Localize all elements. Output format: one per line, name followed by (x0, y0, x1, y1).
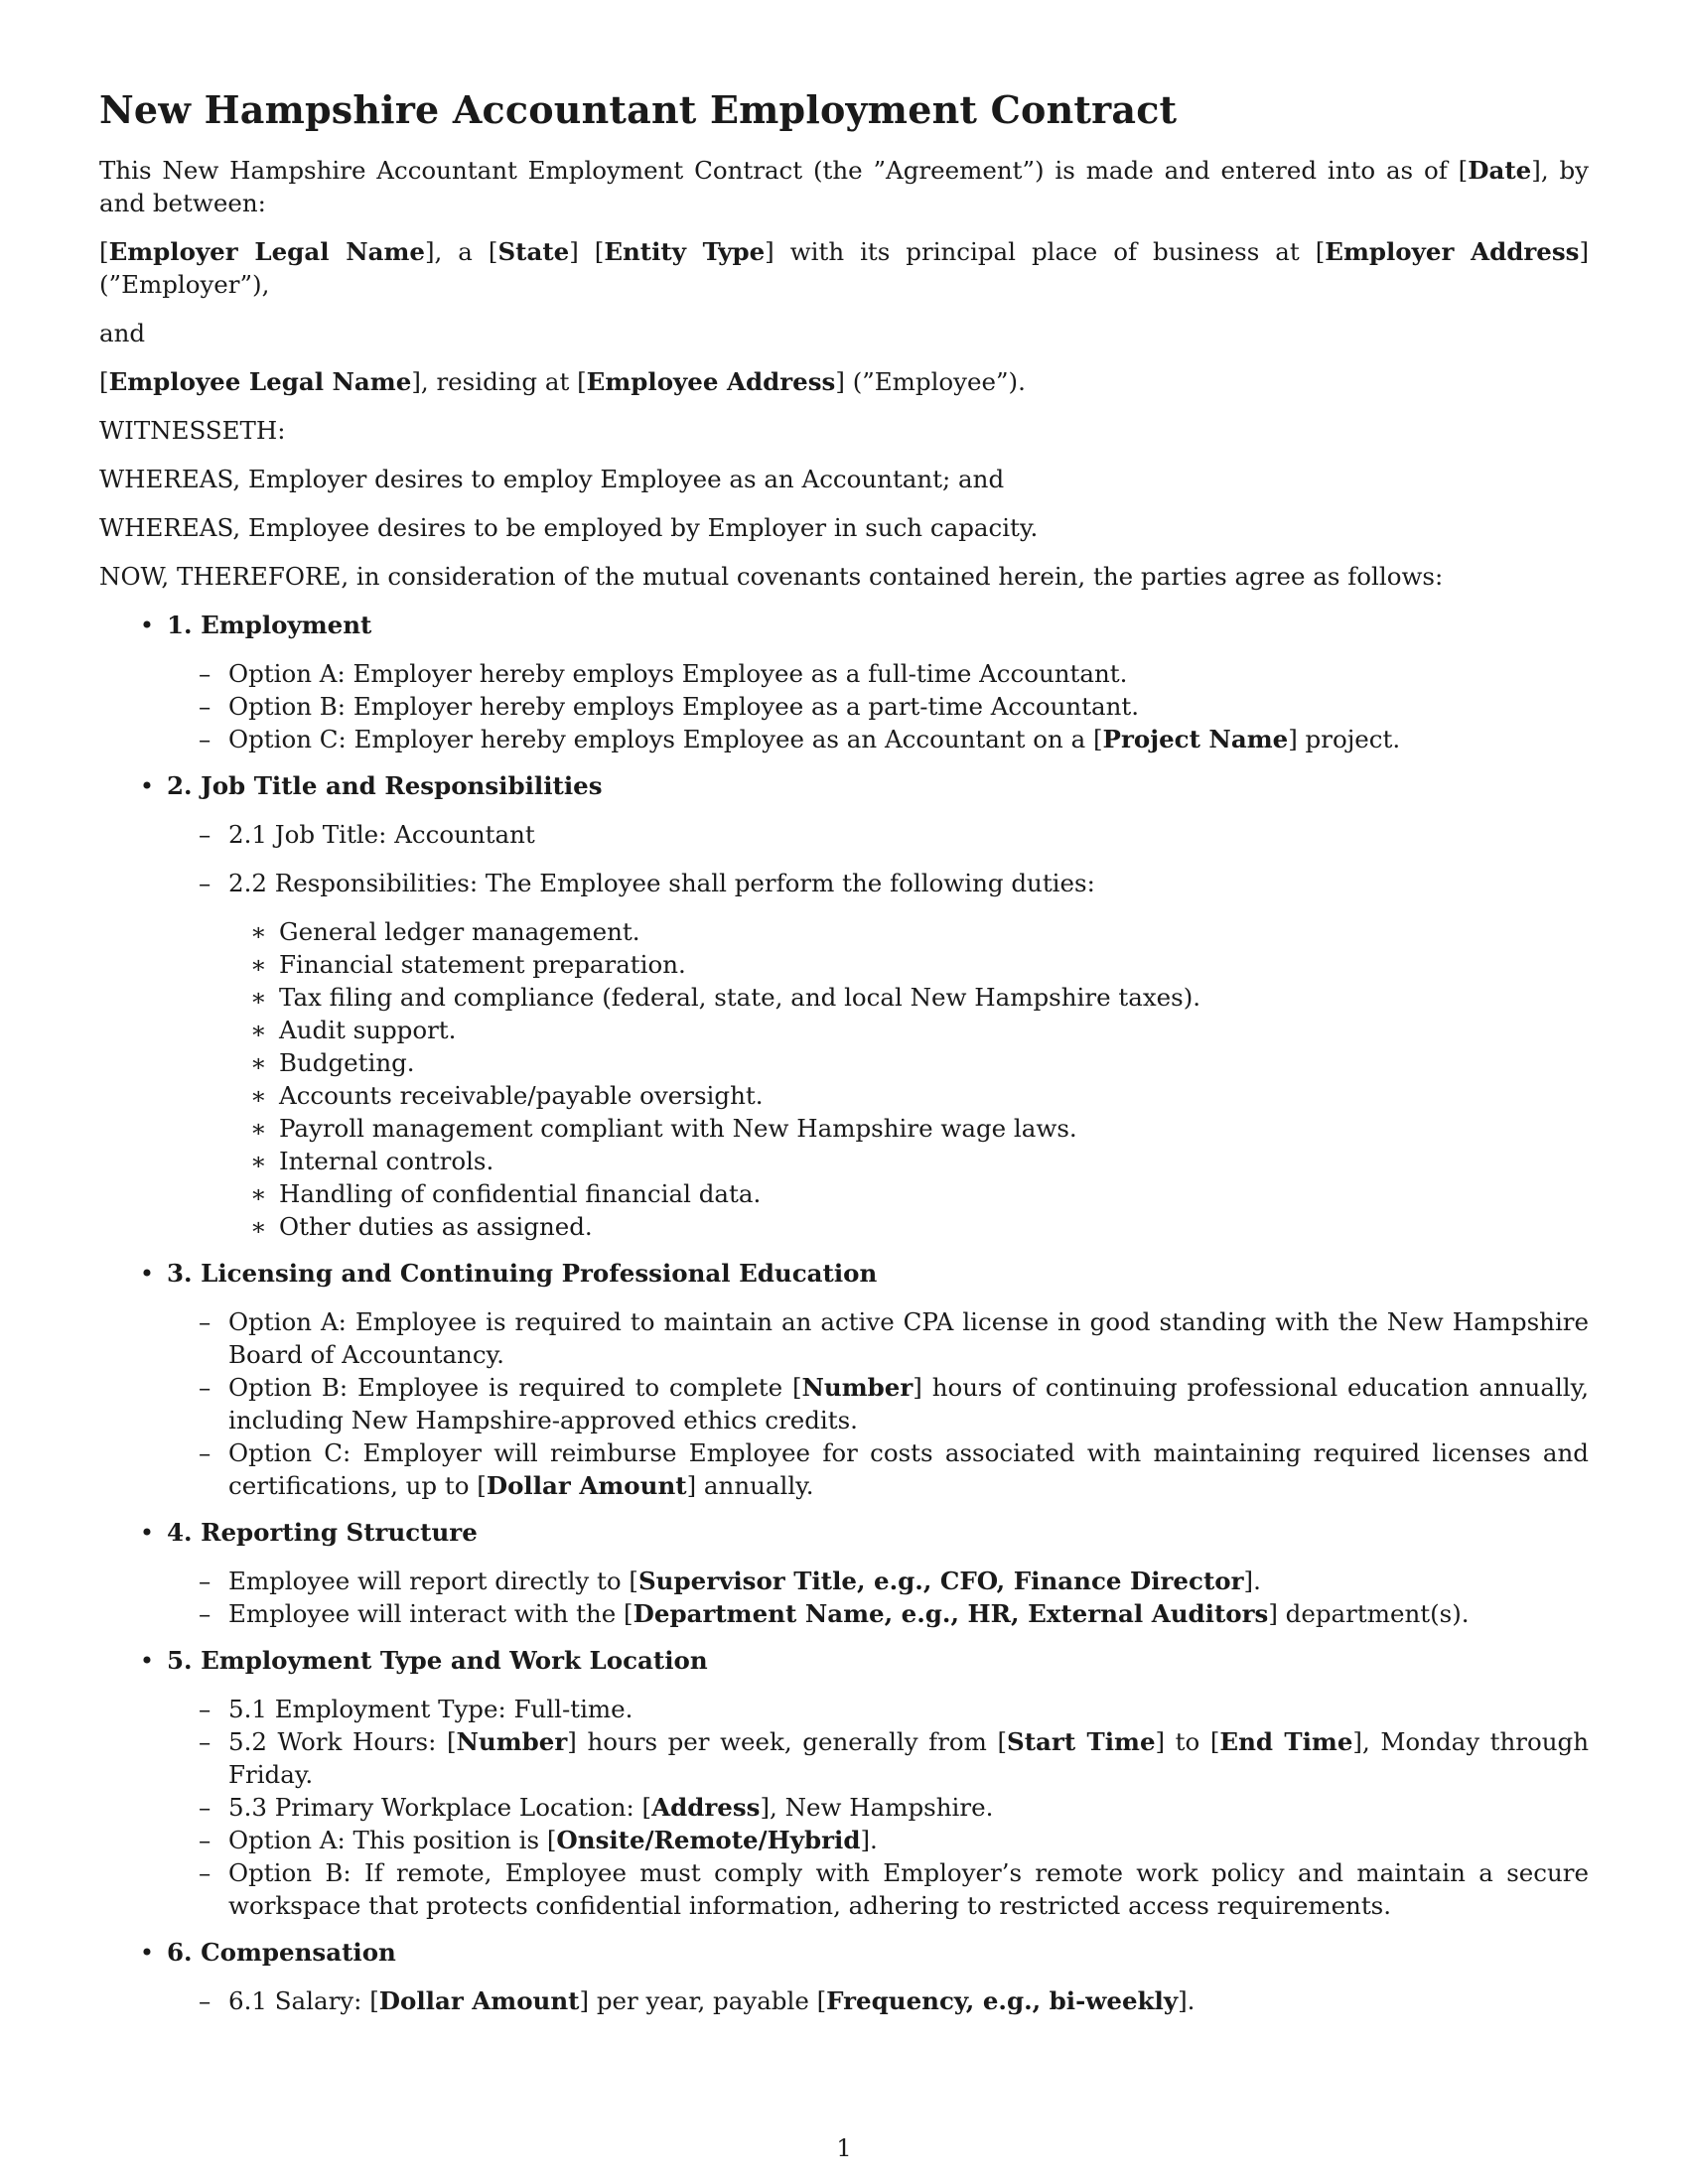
duty-item: ∗ Internal controls. (250, 1147, 494, 1175)
asterisk-icon: ∗ (250, 1048, 267, 1077)
document-title: New Hampshire Accountant Employment Contract (99, 87, 1178, 132)
asterisk-icon: ∗ (250, 917, 267, 946)
option-item: – 5.3 Primary Workplace Location: [Address], New Hampshire. (199, 1793, 994, 1822)
hours-placeholder: Number (456, 1727, 568, 1756)
dash-icon: – (199, 1307, 211, 1336)
page-number: 1 (836, 2134, 852, 2162)
reimbursement-amount-placeholder: Dollar Amount (486, 1471, 687, 1500)
date-placeholder: Date (1468, 156, 1532, 185)
option-list (167, 1984, 1589, 2017)
duty-item: ∗ Budgeting. (250, 1048, 415, 1077)
section-title: 1. Employment (167, 611, 372, 639)
pay-frequency-placeholder: Frequency, e.g., bi-weekly (826, 1986, 1179, 2015)
bullet-icon: • (139, 771, 155, 800)
bullet-icon: • (139, 1259, 155, 1288)
section-compensation (99, 1936, 1589, 2017)
state-placeholder: State (497, 237, 570, 266)
dash-icon: – (199, 1986, 211, 2015)
section-list (99, 609, 1589, 2017)
option-list (167, 657, 1589, 755)
dash-icon: – (199, 1567, 211, 1595)
asterisk-icon: ∗ (250, 1114, 267, 1143)
dash-icon: – (199, 1727, 211, 1756)
option-item: – Option C: Employer will reimburse Employee for costs associated with maintaining required licenses and certifications, up to [Dollar Amount] annually. (199, 1438, 1589, 1500)
section-title: 2. Job Title and Responsibilities (167, 771, 603, 800)
option-list (167, 1693, 1589, 1922)
duties-list (167, 915, 1589, 1243)
dash-icon: – (199, 1599, 211, 1628)
option-item: – Option B: Employee is required to complete [Number] hours of continuing professional education annually, including New Hampshire-approved ethics credits. (199, 1373, 1589, 1434)
section-licensing (99, 1257, 1589, 1502)
whereas-employer: WHEREAS, Employer desires to employ Employee as an Accountant; and (99, 465, 1005, 493)
duty-item: ∗ Other duties as assigned. (250, 1212, 593, 1241)
employee-address-placeholder: Employee Address (586, 367, 836, 396)
bullet-icon: • (139, 1938, 155, 1967)
dash-icon: – (199, 869, 211, 897)
option-item: – Option C: Employer hereby employs Employee as an Accountant on a [Project Name] project. (199, 725, 1401, 753)
section-title: 4. Reporting Structure (167, 1518, 478, 1547)
option-item: – Option A: Employee is required to maintain an active CPA license in good standing with the New Hampshire Board of Accountancy. (199, 1307, 1589, 1369)
entity-type-placeholder: Entity Type (604, 237, 766, 266)
option-item: – Option B: If remote, Employee must comply with Employer’s remote work policy and maintain a secure workspace that protects confidential information, adhering to restricted access requirements. (199, 1858, 1589, 1920)
department-placeholder: Department Name, e.g., HR, External Auditors (633, 1599, 1269, 1628)
option-item: – 5.1 Employment Type: Full-time. (199, 1695, 633, 1723)
document-body (99, 87, 1589, 2031)
workplace-address-placeholder: Address (651, 1793, 761, 1822)
duty-item: ∗ Payroll management compliant with New Hampshire wage laws. (250, 1114, 1077, 1143)
dash-icon: – (199, 1438, 211, 1467)
cpe-hours-placeholder: Number (801, 1373, 914, 1402)
employer-address-placeholder: Employer Address (1325, 237, 1580, 266)
asterisk-icon: ∗ (250, 1212, 267, 1241)
option-list (167, 1305, 1589, 1502)
option-item: – Employee will report directly to [Supervisor Title, e.g., CFO, Finance Director]. (199, 1567, 1261, 1595)
option-item: – Option A: This position is [Onsite/Remote/Hybrid]. (199, 1826, 878, 1854)
employer-name-placeholder: Employer Legal Name (108, 237, 425, 266)
work-mode-placeholder: Onsite/Remote/Hybrid (556, 1826, 861, 1854)
dash-icon: – (199, 692, 211, 721)
bullet-icon: • (139, 1518, 155, 1547)
employee-name-placeholder: Employee Legal Name (108, 367, 412, 396)
duty-item: ∗ Tax filing and compliance (federal, state, and local New Hampshire taxes). (250, 983, 1201, 1012)
duty-item: ∗ Accounts receivable/payable oversight. (250, 1081, 764, 1110)
section-job-title (99, 769, 1589, 1243)
option-list (167, 1565, 1589, 1630)
section-title: 3. Licensing and Continuing Professional Education (167, 1259, 878, 1288)
section-title: 6. Compensation (167, 1938, 396, 1967)
dash-icon: – (199, 1826, 211, 1854)
option-item: – Employee will interact with the [Department Name, e.g., HR, External Auditors] department(s). (199, 1599, 1470, 1628)
and-paragraph: and (99, 319, 146, 347)
asterisk-icon: ∗ (250, 1016, 267, 1044)
supervisor-placeholder: Supervisor Title, e.g., CFO, Finance Director (637, 1567, 1244, 1595)
dash-icon: – (199, 1695, 211, 1723)
project-name-placeholder: Project Name (1102, 725, 1289, 753)
dash-icon: – (199, 1858, 211, 1887)
employee-paragraph: [Employee Legal Name], residing at [Employee Address] (”Employee”). (99, 367, 1026, 396)
asterisk-icon: ∗ (250, 983, 267, 1012)
duty-item: ∗ Financial statement preparation. (250, 950, 686, 979)
witnesseth: WITNESSETH: (99, 416, 286, 445)
employer-paragraph: [Employer Legal Name], a [State] [Entity Type] with its principal place of business at [Employer Address] (”Employer”), (99, 237, 1589, 299)
asterisk-icon: ∗ (250, 1147, 267, 1175)
intro-paragraph: This New Hampshire Accountant Employment Contract (the ”Agreement”) is made and entered into as of [Date], by and between: (99, 156, 1589, 217)
option-item: – Option B: Employer hereby employs Employee as a part-time Accountant. (199, 692, 1140, 721)
duty-item: ∗ General ledger management. (250, 917, 640, 946)
option-list (167, 818, 1589, 899)
duty-item: ∗ Handling of confidential financial data. (250, 1179, 762, 1208)
dash-icon: – (199, 659, 211, 688)
dash-icon: – (199, 1373, 211, 1402)
duty-item: ∗ Audit support. (250, 1016, 457, 1044)
start-time-placeholder: Start Time (1007, 1727, 1156, 1756)
dash-icon: – (199, 1793, 211, 1822)
now-therefore: NOW, THEREFORE, in consideration of the mutual covenants contained herein, the parties agree as follows: (99, 562, 1444, 591)
option-item: – Option A: Employer hereby employs Employee as a full-time Accountant. (199, 659, 1128, 688)
section-employment (99, 609, 1589, 755)
section-employment-type (99, 1644, 1589, 1922)
salary-amount-placeholder: Dollar Amount (378, 1986, 580, 2015)
option-item: – 2.1 Job Title: Accountant (199, 820, 535, 849)
dash-icon: – (199, 725, 211, 753)
dash-icon: – (199, 820, 211, 849)
asterisk-icon: ∗ (250, 1081, 267, 1110)
section-title: 5. Employment Type and Work Location (167, 1646, 708, 1675)
bullet-icon: • (139, 1646, 155, 1675)
bullet-icon: • (139, 611, 155, 639)
section-reporting (99, 1516, 1589, 1630)
asterisk-icon: ∗ (250, 950, 267, 979)
asterisk-icon: ∗ (250, 1179, 267, 1208)
end-time-placeholder: End Time (1219, 1727, 1353, 1756)
option-item: – 5.2 Work Hours: [Number] hours per week, generally from [Start Time] to [End Time], Monday through Friday. (199, 1727, 1590, 1789)
option-item: – 2.2 Responsibilities: The Employee shall perform the following duties: (199, 869, 1095, 897)
option-item: – 6.1 Salary: [Dollar Amount] per year, payable [Frequency, e.g., bi-weekly]. (199, 1986, 1196, 2015)
whereas-employee: WHEREAS, Employee desires to be employed by Employer in such capacity. (99, 513, 1039, 542)
